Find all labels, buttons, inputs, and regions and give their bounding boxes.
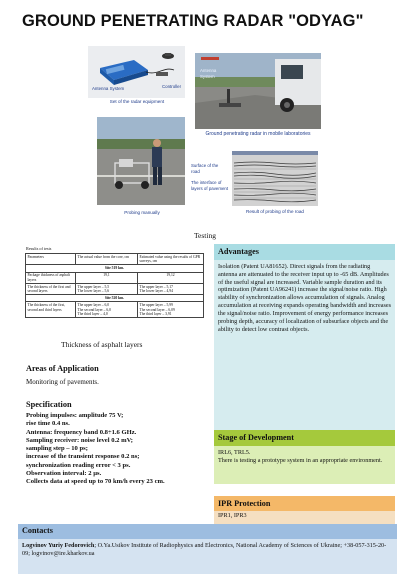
contacts-panel: [18, 524, 397, 574]
ipr-text: IPR1, IPR3: [218, 512, 247, 519]
advantages-text: Isolation (Patent UA81652). Direct signals from the radiating antenna are attenuated to the receiver input up to -65 dB. Amplitudes of the useful signal are increased. Variable sample duration and its optimization (Patent UA96241) increase the signal/noise ratio. High stability of synchronization allows accumulation of signals. Analog accumulation at receiving expands operating bandwidth and increases the signal/noise ratio. Improvement of energy performance increases probing depth, accuracy of localization of subsurface objects and the ability to detect low contrast objects.: [218, 263, 392, 333]
spec-line: rise time 0.4 ns.: [26, 420, 70, 428]
table-row: [26, 295, 204, 302]
advantages-panel: [214, 244, 395, 430]
table-row: [26, 265, 204, 272]
spec-line: Collects data at speed up to 70 km/h every 23 cm.: [26, 478, 165, 486]
manual-probing-photo: [97, 117, 185, 205]
contact-details: ; O.Ya.Usikov Institute of Radiophysics and Electronics, National Academy of Sciences of Ukraine; +38-057-315-20-09; logvinov@ire.kharkov.ua: [22, 542, 387, 557]
manual-probing-illustration: [97, 117, 185, 205]
spec-line: Observation interval: 2 µs.: [26, 470, 102, 478]
table-cell: 19,1: [76, 272, 138, 283]
table-cell: The upper layer – 5,17 The lower layer – 4,94: [138, 283, 204, 294]
specification-heading: Specification: [26, 400, 72, 409]
table-cell: The actual value from the core, cm: [76, 254, 138, 265]
areas-text: Monitoring of pavements.: [26, 378, 99, 386]
table-row: [26, 302, 204, 318]
contact-name: Logvinov Yuriy Fedorovich: [22, 542, 95, 549]
table-cell: The upper layer – 5,5 The lower layer – 5,6: [76, 283, 138, 294]
contacts-text: [18, 539, 397, 558]
antenna-system-label: Antenna System: [92, 86, 125, 91]
stage-body: [214, 446, 395, 465]
page-title: GROUND PENETRATING RADAR "ODYAG": [22, 12, 364, 30]
results-title: Results of tests: [26, 246, 52, 251]
stage-level: IRL6, TRL5.: [218, 449, 251, 456]
spec-line: Sampling receiver: noise level 0.2 mV;: [26, 436, 133, 444]
stage-heading: Stage of Development: [214, 430, 395, 446]
advantages-heading: Advantages: [214, 244, 395, 260]
radargram-caption: Result of probing of the road: [246, 209, 304, 214]
table-cell: The upper layer – 6,0 The second layer – 6,0 The third layer – 4,0: [76, 302, 138, 318]
table-row: [26, 283, 204, 294]
spec-line: Antenna: frequency band 0.8÷1.6 GHz.: [26, 428, 137, 436]
areas-heading: Areas of Application: [26, 364, 99, 373]
mobile-lab-caption: Ground penetrating radar in mobile laboratories: [205, 131, 311, 137]
mobile-lab-photo: [195, 53, 321, 129]
table-cell: The thickness of the first, second and third layers: [26, 302, 76, 318]
stage-text: There is testing a prototype system in an appropriate environment.: [218, 456, 383, 464]
layer-interface-label: The interface of layers of pavement: [191, 180, 229, 191]
spec-line: increase of the transient response 0.2 ns;: [26, 453, 140, 461]
road-surface-label: Surface of the road: [191, 163, 219, 174]
specification-list: [26, 412, 214, 487]
manual-probing-caption: Probing manually: [124, 210, 160, 215]
table-cell: The thickness of the first and second layers: [26, 283, 76, 294]
table-cell: Parameters: [26, 254, 76, 265]
table-cell: Estimated value using the results of GPR surveys, cm: [138, 254, 204, 265]
stage-panel: [214, 430, 395, 484]
ipr-panel: [214, 496, 395, 524]
results-table: [25, 253, 204, 318]
site-label: Site 519 km.: [26, 265, 204, 272]
site-label: Site 520 km.: [26, 295, 204, 302]
spec-line: Probing impulses: amplitude 75 V;: [26, 412, 124, 419]
controller-label: Controller: [162, 84, 182, 89]
antenna-system-label-mobile: Antenna System: [200, 68, 217, 79]
radargram-photo: [232, 151, 318, 206]
table-cell: The upper layer – 5,99 The second layer – 6,09 The third layer – 3,91: [138, 302, 204, 318]
contacts-heading: Contacts: [18, 524, 397, 539]
table-cell: 19,12: [138, 272, 204, 283]
mobile-lab-illustration: [195, 53, 321, 129]
table-header-row: [26, 254, 204, 265]
spec-line: sampling step – 10 ps;: [26, 445, 88, 453]
spec-line: synchronization reading error < 3 ps.: [26, 461, 131, 469]
table-cell: Package thickness of asphalt layers: [26, 272, 76, 283]
table-row: [26, 272, 204, 283]
equipment-set-caption: Set of the radar equipment: [109, 99, 165, 104]
table-caption: Thickness of asphalt layers: [61, 340, 143, 349]
testing-heading: Testing: [194, 231, 216, 240]
ipr-heading: IPR Protection: [214, 496, 395, 511]
radargram-illustration: [232, 151, 318, 206]
